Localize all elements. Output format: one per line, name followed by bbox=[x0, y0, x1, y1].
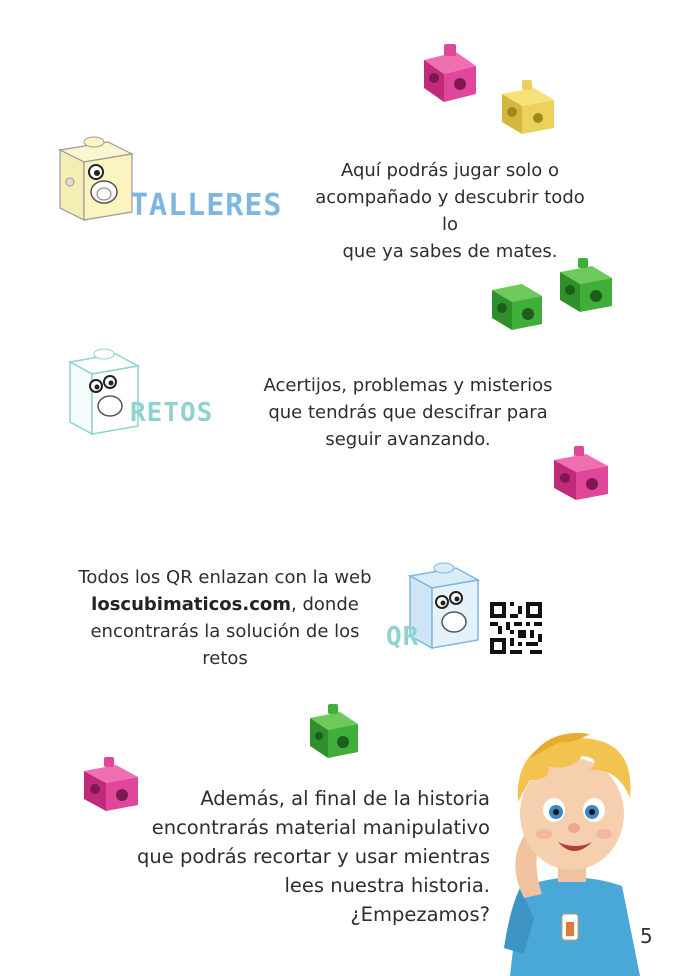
text-line: Además, al final de la historia bbox=[200, 787, 490, 810]
text-line: seguir avanzando. bbox=[325, 429, 491, 450]
retos-heading bbox=[66, 342, 246, 438]
text-line: lees nuestra historia. bbox=[284, 874, 490, 897]
text-line: Acertijos, problemas y misterios bbox=[263, 375, 553, 396]
final-description bbox=[130, 784, 490, 929]
text-line: Todos los QR enlazan con la web bbox=[78, 567, 372, 588]
text-line: ¿Empezamos? bbox=[350, 903, 490, 926]
website-link[interactable]: loscubimaticos.com bbox=[91, 594, 292, 615]
green-cube-icon bbox=[306, 702, 362, 760]
text-line: que tendrás que descifrar para bbox=[268, 402, 548, 423]
page-number: 5 bbox=[640, 924, 653, 948]
retos-description bbox=[262, 372, 554, 453]
text-line: encontrarás la solución de los retos bbox=[90, 621, 360, 669]
boy-character-illustration bbox=[490, 718, 650, 976]
talleres-description bbox=[305, 157, 595, 265]
text-line: acompañado y descubrir todo lo bbox=[315, 187, 585, 235]
pink-cube-icon bbox=[550, 444, 612, 504]
cube-mascot-icon bbox=[56, 132, 136, 224]
qr-code-icon[interactable] bbox=[490, 602, 542, 654]
text-line: Aquí podrás jugar solo o bbox=[340, 160, 560, 181]
green-cube-icon bbox=[488, 276, 546, 334]
text-fragment: , donde bbox=[291, 594, 359, 615]
qr-heading bbox=[384, 556, 484, 656]
qr-description bbox=[66, 564, 384, 672]
talleres-label: TALLERES bbox=[130, 188, 283, 223]
text-line: que ya sabes de mates. bbox=[342, 241, 558, 262]
pink-cube-icon bbox=[418, 40, 482, 104]
text-line: encontrarás material manipulativo bbox=[151, 816, 490, 839]
text-line: que podrás recortar y usar mientras bbox=[137, 845, 490, 868]
green-cube-icon bbox=[556, 256, 616, 316]
retos-label: RETOS bbox=[130, 398, 214, 428]
qr-label: QR bbox=[386, 622, 420, 652]
yellow-cube-icon bbox=[498, 78, 558, 138]
talleres-heading bbox=[56, 132, 306, 227]
text-line bbox=[66, 591, 384, 618]
